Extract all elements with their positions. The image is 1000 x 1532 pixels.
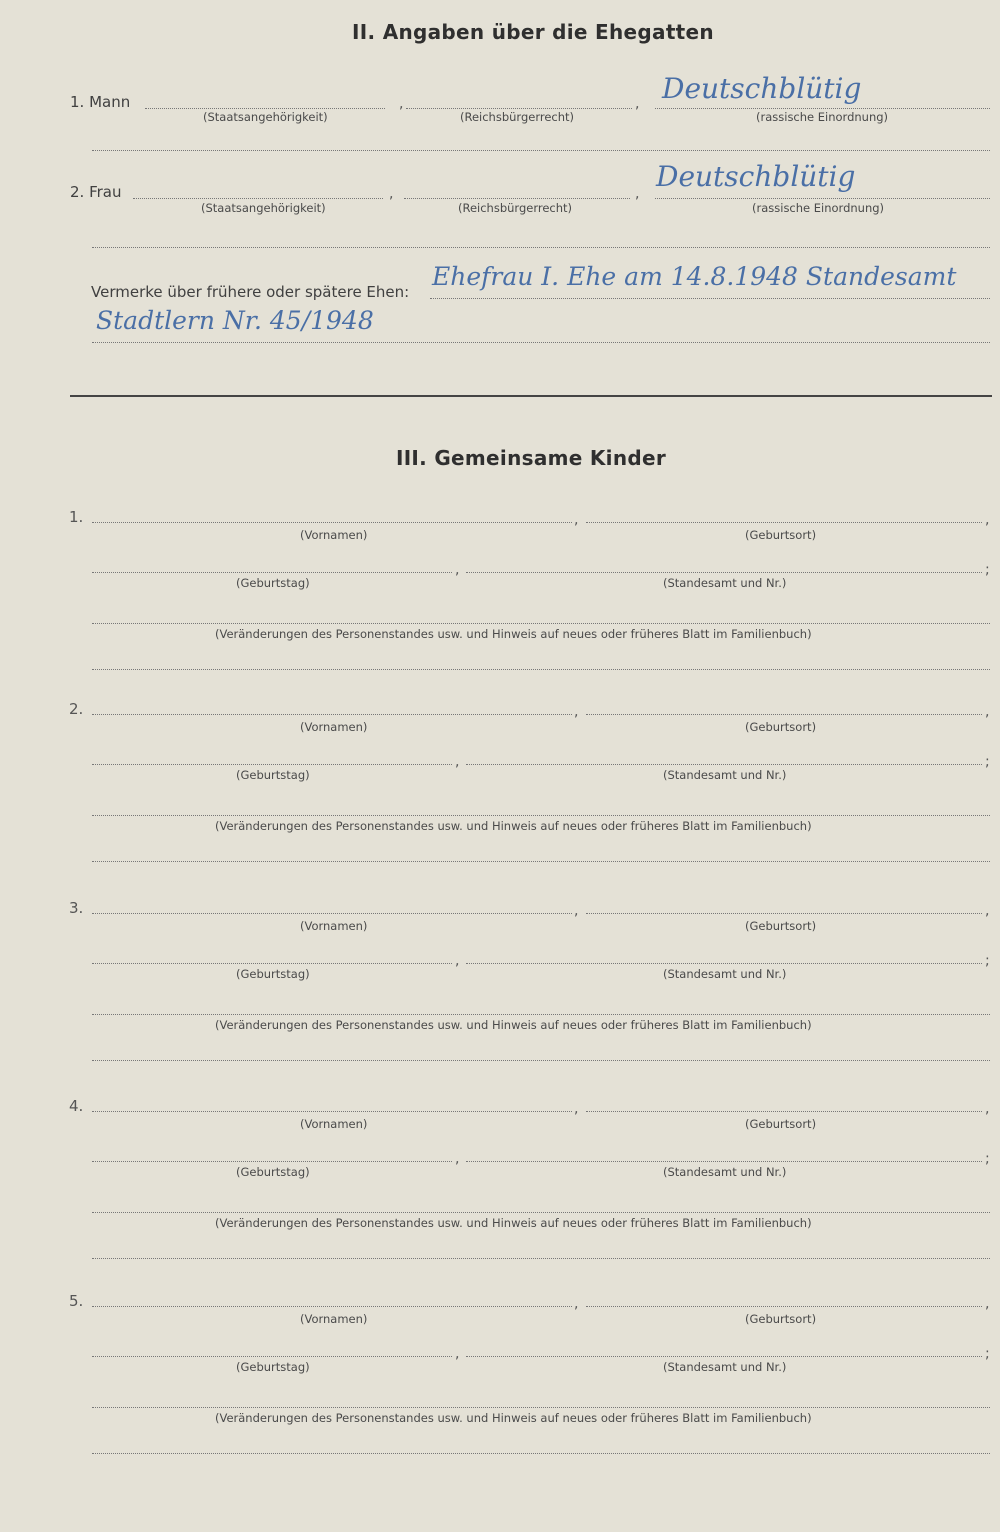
standesamt-field[interactable] xyxy=(466,764,982,765)
comma: , xyxy=(985,903,990,919)
child-number: 1. xyxy=(69,508,84,526)
veraenderungen-caption: (Veränderungen des Personenstandes usw. und Hinweis auf neues oder früheres Blatt im Familienbuch) xyxy=(215,627,812,641)
husband-extra-line[interactable] xyxy=(92,150,990,151)
comma: , xyxy=(455,1151,460,1167)
standesamt-caption: (Standesamt und Nr.) xyxy=(663,768,787,782)
geburtstag-field[interactable] xyxy=(92,963,452,964)
comma: , xyxy=(389,186,394,202)
wife-staatsangehoerigkeit-field[interactable] xyxy=(133,198,383,199)
child-number: 4. xyxy=(69,1097,84,1115)
veraenderungen-extra-line[interactable] xyxy=(92,669,990,670)
comma: , xyxy=(455,953,460,969)
vornamen-field[interactable] xyxy=(92,522,572,523)
comma: , xyxy=(635,186,640,202)
husband-reichsbuergerrecht-field[interactable] xyxy=(406,108,632,109)
geburtsort-caption: (Geburtsort) xyxy=(745,528,817,542)
comma: , xyxy=(574,1101,579,1117)
geburtsort-caption: (Geburtsort) xyxy=(745,1117,817,1131)
remarks-line-1[interactable] xyxy=(430,298,990,299)
wife-extra-line[interactable] xyxy=(92,247,990,248)
geburtstag-field[interactable] xyxy=(92,764,452,765)
veraenderungen-extra-line[interactable] xyxy=(92,1258,990,1259)
geburtsort-field[interactable] xyxy=(586,1306,982,1307)
semicolon: ; xyxy=(985,1346,990,1362)
child-number: 5. xyxy=(69,1292,84,1310)
husband-rassische-einordnung-field[interactable] xyxy=(655,108,990,109)
section-3-title: III. Gemeinsame Kinder xyxy=(395,446,667,470)
geburtstag-field[interactable] xyxy=(92,572,452,573)
geburtstag-caption: (Geburtstag) xyxy=(236,768,310,782)
comma: , xyxy=(985,512,990,528)
comma: , xyxy=(455,1346,460,1362)
vornamen-caption: (Vornamen) xyxy=(300,528,368,542)
vornamen-caption: (Vornamen) xyxy=(300,1312,368,1326)
child-number: 3. xyxy=(69,899,84,917)
semicolon: ; xyxy=(985,562,990,578)
geburtstag-caption: (Geburtstag) xyxy=(236,967,310,981)
child-number: 2. xyxy=(69,700,84,718)
semicolon: ; xyxy=(985,1151,990,1167)
comma: , xyxy=(985,1296,990,1312)
wife-rassische-einordnung-field[interactable] xyxy=(655,198,990,199)
comma: , xyxy=(985,704,990,720)
standesamt-caption: (Standesamt und Nr.) xyxy=(663,576,787,590)
comma: , xyxy=(574,903,579,919)
husband-staatsangehoerigkeit-field[interactable] xyxy=(145,108,385,109)
vornamen-caption: (Vornamen) xyxy=(300,1117,368,1131)
geburtsort-caption: (Geburtsort) xyxy=(745,1312,817,1326)
geburtstag-caption: (Geburtstag) xyxy=(236,576,310,590)
reichsbuergerrecht-caption: (Reichsbürgerrecht) xyxy=(460,110,575,124)
veraenderungen-field[interactable] xyxy=(92,1212,990,1213)
wife-rassische-einordnung-value: Deutschblütig xyxy=(656,160,856,193)
comma: , xyxy=(455,754,460,770)
veraenderungen-caption: (Veränderungen des Personenstandes usw. und Hinweis auf neues oder früheres Blatt im Familienbuch) xyxy=(215,1411,812,1425)
staatsangehoerigkeit-caption: (Staatsangehörigkeit) xyxy=(203,110,328,124)
veraenderungen-caption: (Veränderungen des Personenstandes usw. und Hinweis auf neues oder früheres Blatt im Familienbuch) xyxy=(215,1018,812,1032)
vornamen-caption: (Vornamen) xyxy=(300,919,368,933)
husband-label: 1. Mann xyxy=(70,93,131,111)
standesamt-caption: (Standesamt und Nr.) xyxy=(663,1360,787,1374)
staatsangehoerigkeit-caption: (Staatsangehörigkeit) xyxy=(201,201,326,215)
standesamt-field[interactable] xyxy=(466,1161,982,1162)
husband-rassische-einordnung-value: Deutschblütig xyxy=(662,72,862,105)
comma: , xyxy=(574,512,579,528)
standesamt-caption: (Standesamt und Nr.) xyxy=(663,967,787,981)
comma: , xyxy=(985,1101,990,1117)
comma: , xyxy=(635,96,640,112)
veraenderungen-caption: (Veränderungen des Personenstandes usw. und Hinweis auf neues oder früheres Blatt im Familienbuch) xyxy=(215,819,812,833)
semicolon: ; xyxy=(985,754,990,770)
geburtsort-field[interactable] xyxy=(586,913,982,914)
veraenderungen-field[interactable] xyxy=(92,1014,990,1015)
veraenderungen-caption: (Veränderungen des Personenstandes usw. und Hinweis auf neues oder früheres Blatt im Familienbuch) xyxy=(215,1216,812,1230)
wife-label: 2. Frau xyxy=(70,183,122,201)
reichsbuergerrecht-caption: (Reichsbürgerrecht) xyxy=(458,201,573,215)
standesamt-field[interactable] xyxy=(466,572,982,573)
geburtsort-field[interactable] xyxy=(586,1111,982,1112)
vornamen-field[interactable] xyxy=(92,1111,572,1112)
geburtsort-field[interactable] xyxy=(586,714,982,715)
veraenderungen-extra-line[interactable] xyxy=(92,1060,990,1061)
semicolon: ; xyxy=(985,953,990,969)
vornamen-field[interactable] xyxy=(92,714,572,715)
geburtstag-field[interactable] xyxy=(92,1161,452,1162)
section-2-title: II. Angaben über die Ehegatten xyxy=(352,20,714,44)
veraenderungen-field[interactable] xyxy=(92,815,990,816)
vornamen-caption: (Vornamen) xyxy=(300,720,368,734)
standesamt-caption: (Standesamt und Nr.) xyxy=(663,1165,787,1179)
comma: , xyxy=(574,704,579,720)
vornamen-field[interactable] xyxy=(92,1306,572,1307)
remarks-value-1: Ehefrau I. Ehe am 14.8.1948 Standesamt xyxy=(432,262,957,291)
vornamen-field[interactable] xyxy=(92,913,572,914)
standesamt-field[interactable] xyxy=(466,1356,982,1357)
veraenderungen-field[interactable] xyxy=(92,1407,990,1408)
standesamt-field[interactable] xyxy=(466,963,982,964)
remarks-label: Vermerke über frühere oder spätere Ehen: xyxy=(91,283,410,301)
comma: , xyxy=(574,1296,579,1312)
wife-reichsbuergerrecht-field[interactable] xyxy=(404,198,630,199)
veraenderungen-extra-line[interactable] xyxy=(92,861,990,862)
comma: , xyxy=(455,562,460,578)
geburtstag-caption: (Geburtstag) xyxy=(236,1165,310,1179)
comma: , xyxy=(399,96,404,112)
veraenderungen-extra-line[interactable] xyxy=(92,1453,990,1454)
remarks-line-2[interactable] xyxy=(92,342,990,343)
geburtsort-caption: (Geburtsort) xyxy=(745,720,817,734)
geburtsort-caption: (Geburtsort) xyxy=(745,919,817,933)
geburtstag-field[interactable] xyxy=(92,1356,452,1357)
remarks-value-2: Stadtlern Nr. 45/1948 xyxy=(96,306,374,335)
rassische-einordnung-caption: (rassische Einordnung) xyxy=(756,110,889,124)
geburtstag-caption: (Geburtstag) xyxy=(236,1360,310,1374)
veraenderungen-field[interactable] xyxy=(92,623,990,624)
geburtsort-field[interactable] xyxy=(586,522,982,523)
section-divider xyxy=(70,395,992,397)
rassische-einordnung-caption: (rassische Einordnung) xyxy=(752,201,885,215)
